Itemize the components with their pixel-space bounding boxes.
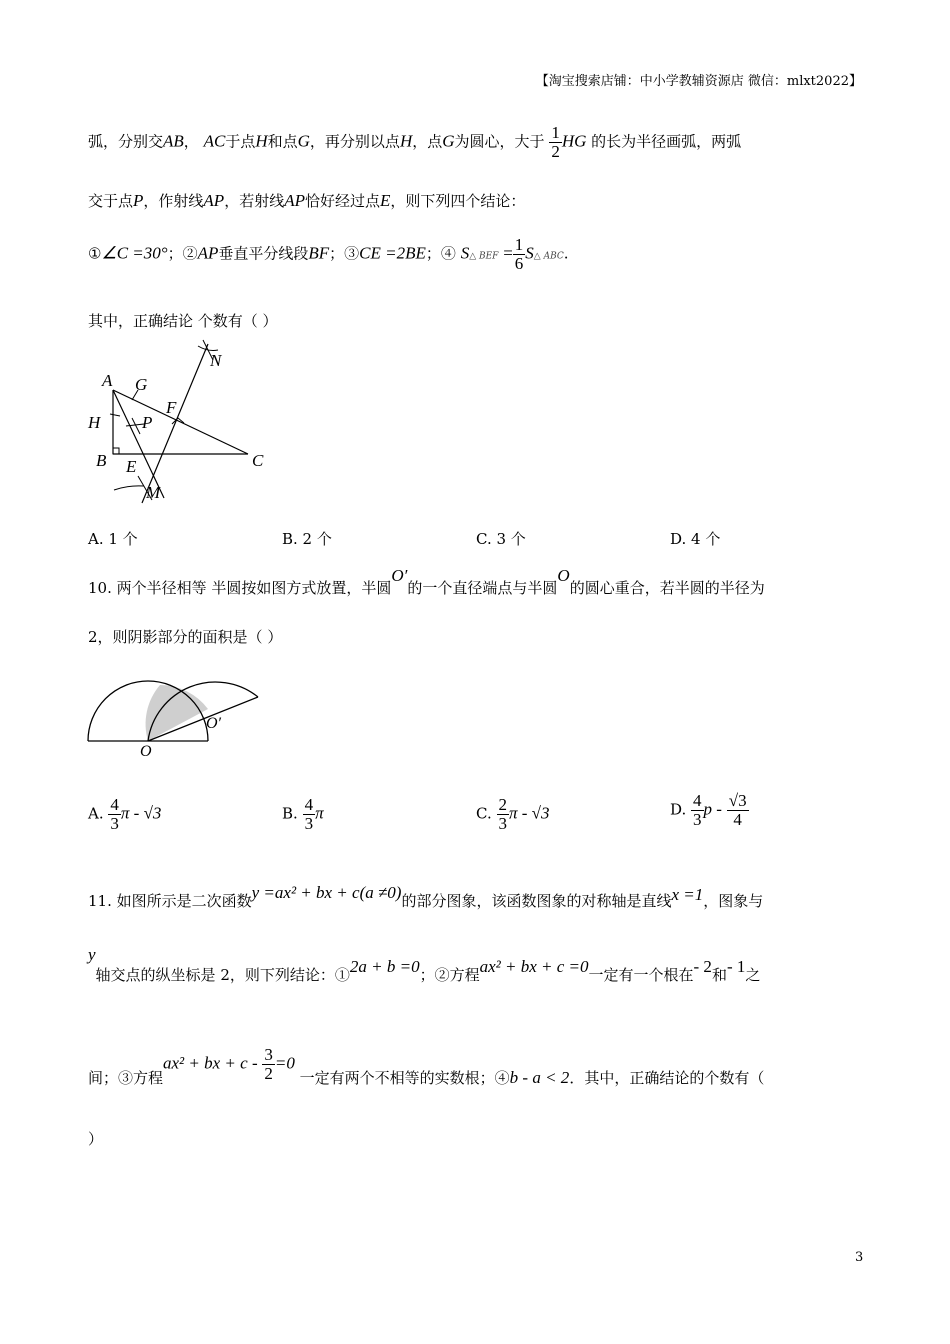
label-B: B [96, 451, 107, 470]
label-A: A [102, 371, 113, 390]
q11-line2: y轴交点的纵坐标是 2，则下列结论：①2a + b =0；②方程ax² + bx + c =0一定有一个根在- 2和- 1之 [88, 945, 761, 984]
q10-line1: 10. 两个半径相等 半圆按如图方式放置，半圆O′的一个直径端点与半圆O的圆心重合，若半圆的半径为 [88, 566, 765, 597]
q11-line3: 间；③方程ax² + bx + c - $\frac{3}{2}$ =0 一定有两个不相等的实数根；④b - a < 2．其中，正确结论的个数有（ [88, 1045, 765, 1087]
q9-option-c[interactable]: C. 3 个 [476, 530, 526, 548]
label-C: C [252, 451, 264, 470]
label-H: H [88, 413, 101, 432]
q9-ask: 其中，正确结论 个数有（ ） [88, 312, 278, 330]
q9-line2: 交于点P，作射线AP，若射线AP恰好经过点E，则下列四个结论： [88, 191, 526, 210]
label-O: O [140, 743, 152, 760]
q9-line1: 弧，分别交AB， AC于点H和点G，再分别以点H，点G为圆心，大于 $\frac{1}{2}$ HG 的长为半径画弧，两弧 [88, 123, 742, 161]
q10-option-b[interactable]: B. $\frac{4}{3}$ π [282, 795, 324, 833]
q10-option-c[interactable]: C. $\frac{2}{3}$ π - √3 [476, 795, 550, 833]
q11-line1: 11. 如图所示是二次函数y =ax² + bx + c(a ≠0)的部分图象，该函数图象的对称轴是直线x =1，图象与 [88, 883, 764, 910]
label-E: E [126, 457, 137, 476]
q9-option-d[interactable]: D. 4 个 [670, 530, 721, 548]
q10-line2: 2，则阴影部分的面积是（ ） [88, 628, 283, 646]
label-O-prime: O′ [206, 715, 222, 732]
header-banner: 【淘宝搜索店铺：中小学教辅资源店 微信：mlxt2022】 [535, 74, 862, 89]
q11-line4: ） [88, 1130, 104, 1148]
q10-semicircle-figure [82, 650, 272, 765]
q9-option-b[interactable]: B. 2 个 [282, 530, 332, 548]
label-P: P [142, 413, 153, 432]
label-N: N [210, 351, 222, 370]
label-G: G [135, 375, 148, 394]
q10-option-a[interactable]: A. $\frac{4}{3}$ π - √3 [88, 795, 162, 833]
q9-option-a[interactable]: A. 1 个 [88, 530, 138, 548]
q9-conclusions: ①∠C =30°；②AP垂直平分线段BF；③CE =2BE；④ S△ BEF = $\frac{1}{6}$ S△ ABC. [88, 235, 569, 273]
label-M: M [146, 483, 161, 502]
q10-option-d[interactable]: D. $\frac{4}{3}$ p - $\frac{√3}{4}$ [670, 791, 747, 829]
q9-triangle-figure [80, 338, 280, 508]
half-fraction: $\frac{1}{2}$ [551, 123, 560, 161]
label-F: F [166, 398, 177, 417]
page-number: 3 [855, 1250, 864, 1265]
